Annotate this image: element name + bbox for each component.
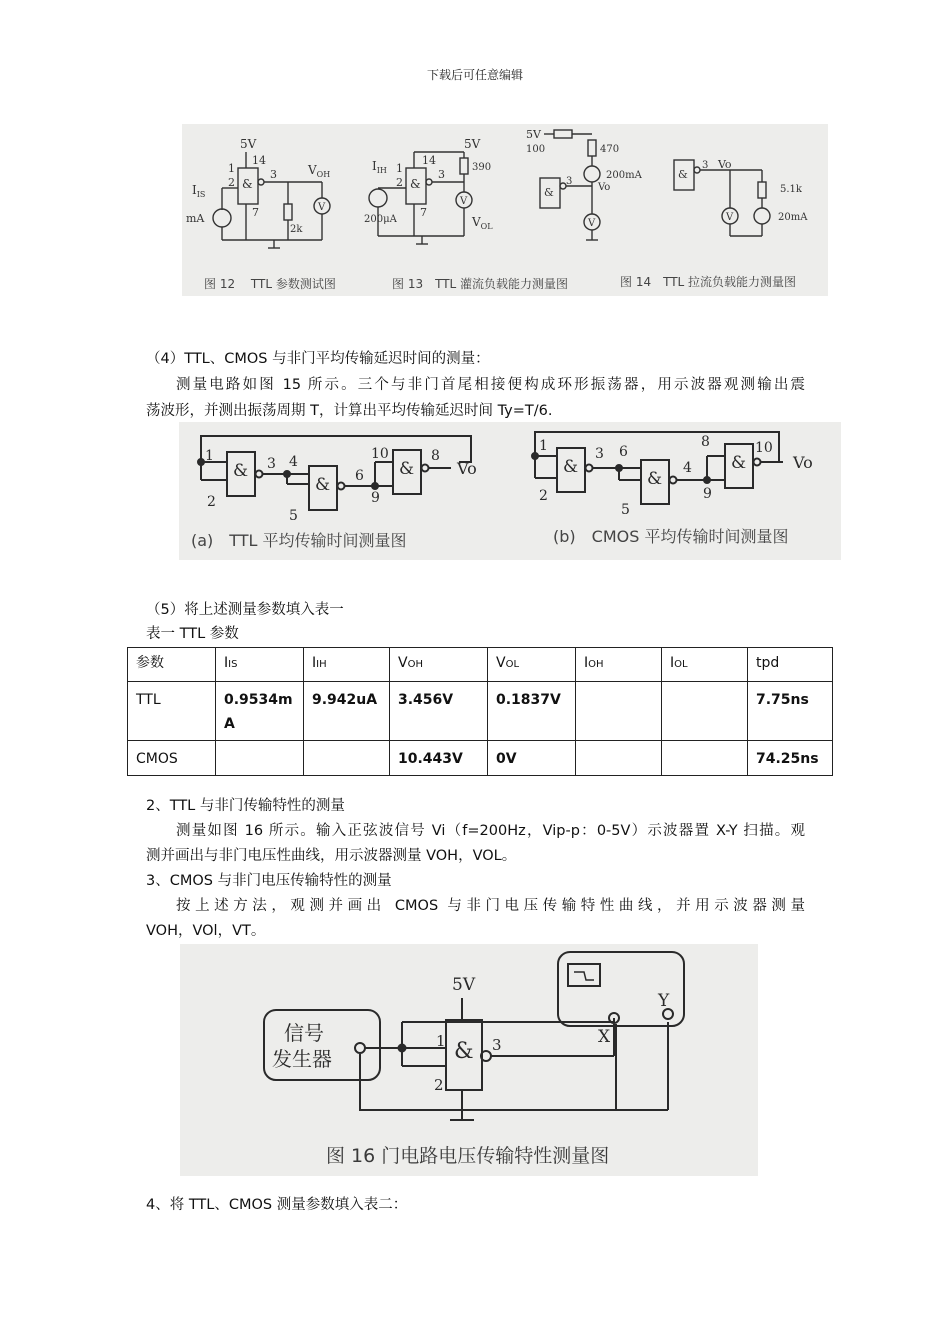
svg-text:4: 4 [289, 454, 298, 470]
fig12-supply: 5V [240, 137, 257, 151]
svg-text:4: 4 [683, 460, 692, 476]
svg-text:&: & [731, 453, 747, 473]
svg-text:3: 3 [270, 168, 277, 181]
svg-text:V: V [588, 218, 596, 229]
svg-text:9: 9 [371, 490, 380, 506]
header-param: 参数 [128, 648, 216, 682]
svg-text:Vo: Vo [457, 459, 477, 478]
svg-text:3: 3 [267, 456, 276, 472]
section5-heading: （5）将上述测量参数填入表一 [146, 602, 344, 618]
header-voh: VOH [390, 648, 488, 682]
table-row-ttl [128, 682, 833, 741]
svg-text:1: 1 [228, 162, 235, 175]
svg-text:3: 3 [595, 446, 604, 462]
svg-text:3: 3 [492, 1036, 502, 1054]
svg-text:V: V [726, 212, 734, 223]
header-iih: IIH [304, 648, 390, 682]
svg-text:&: & [233, 461, 249, 481]
svg-text:&: & [647, 469, 663, 489]
cell-tpd: 74.25ns [748, 741, 833, 776]
table-row-cmos [128, 741, 833, 776]
svg-text:5V: 5V [464, 137, 481, 151]
svg-text:X: X [598, 1027, 611, 1047]
svg-text:9: 9 [703, 486, 712, 502]
cell-label: TTL [128, 682, 216, 741]
table-header-row [128, 648, 833, 682]
svg-text:5.1k: 5.1k [780, 184, 802, 195]
cell-vol: 0.1837V [488, 682, 576, 741]
section3-body-line2: VOH，VOl，VT。 [146, 923, 266, 939]
svg-text:8: 8 [431, 448, 440, 464]
svg-text:14: 14 [252, 154, 266, 167]
svg-text:3: 3 [438, 168, 445, 181]
cell-voh: 3.456V [390, 682, 488, 741]
svg-text:2: 2 [434, 1076, 444, 1094]
header-ioh: IOH [576, 648, 662, 682]
figure-15b-circuit [532, 432, 813, 546]
section4b-heading: 4、将 TTL、CMOS 测量参数填入表二： [146, 1197, 408, 1213]
svg-text:1: 1 [205, 448, 214, 464]
header-iis: IIS [216, 648, 304, 682]
cell-iis: 0.9534mA [216, 682, 304, 741]
fig12-ammeter [213, 209, 231, 227]
section3-body-line1: 按上述方法，观测并画出 CMOS 与非门电压传输特性曲线，并用示波器测量 [176, 898, 805, 914]
fig12-and-symbol: & [242, 177, 253, 191]
section4-body-line1: 测量电路如图 15 所示。三个与非门首尾相接便构成环形振荡器，用示波器观测输出震 [176, 377, 805, 393]
svg-text:Vo: Vo [793, 453, 813, 472]
svg-text:信号: 信号 [284, 1021, 324, 1045]
fig15a-caption: (a) TTL 平均传输时间测量图 [191, 531, 407, 550]
fig13-caption: 图 13 TTL 灌流负载能力测量图 [392, 277, 569, 291]
section3-heading: 3、CMOS 与非门电压传输特性的测量 [146, 873, 392, 889]
fig14-caption: 图 14 TTL 拉流负载能力测量图 [620, 275, 797, 289]
svg-text:&: & [399, 459, 415, 479]
section4-heading: （4）TTL、CMOS 与非门平均传输延迟时间的测量： [146, 351, 490, 367]
figure-12-circuit [186, 137, 336, 291]
svg-text:V: V [318, 202, 326, 213]
svg-text:IIS: $I_{IS}$ [192, 183, 206, 199]
svg-text:3: 3 [702, 160, 709, 171]
page-header: 下载后可任意编辑 [426, 68, 523, 82]
figure-16-photo [180, 944, 758, 1176]
svg-text:&: & [315, 475, 331, 495]
svg-text:5: 5 [621, 502, 630, 518]
svg-text:IIH: $I_{IH}$ [372, 159, 387, 175]
svg-text:8: 8 [701, 434, 710, 450]
fig16-caption: 图 16 门电路电压传输特性测量图 [326, 1145, 610, 1167]
cell-iis [216, 741, 304, 776]
svg-text:200mA: 200mA [606, 170, 642, 181]
svg-text:100: 100 [526, 144, 546, 155]
svg-text:1: 1 [539, 438, 548, 454]
svg-text:7: 7 [420, 206, 427, 219]
svg-text:2: 2 [228, 176, 235, 189]
cell-voh: 10.443V [390, 741, 488, 776]
svg-text:&: & [454, 1039, 474, 1064]
svg-text:2: 2 [396, 176, 403, 189]
cell-ioh [576, 682, 662, 741]
svg-text:发生器: 发生器 [272, 1047, 332, 1071]
cell-iih [304, 741, 390, 776]
cell-label: CMOS [128, 741, 216, 776]
svg-text:470: 470 [600, 144, 620, 155]
svg-text:1: 1 [396, 162, 403, 175]
section2-body-line2: 测并画出与非门电压性曲线，用示波器测量 VOH，VOL。 [146, 848, 517, 864]
svg-text:mA: mA [186, 212, 205, 225]
svg-text:390: 390 [472, 162, 492, 173]
svg-text:VOL: $V_{OL}$ [472, 215, 493, 231]
header-tpd: tpd [748, 648, 833, 682]
svg-text:14: 14 [422, 154, 436, 167]
svg-text:5V: 5V [526, 128, 541, 141]
svg-text:2: 2 [539, 488, 548, 504]
svg-text:Y: Y [658, 991, 670, 1011]
svg-text:10: 10 [755, 440, 773, 456]
header-iol: IOL [662, 648, 748, 682]
svg-text:1: 1 [436, 1032, 446, 1050]
section4-body-line2: 荡波形，并测出振荡周期 T，计算出平均传输延迟时间 Ty=T/6. [146, 403, 553, 419]
svg-text:&: & [544, 186, 554, 199]
table1-title: 表一 TTL 参数 [146, 626, 239, 642]
svg-text:Vo: Vo [598, 182, 611, 193]
fig12-caption: 图 12 TTL 参数测试图 [204, 277, 336, 291]
figure-14-circuit [526, 128, 808, 289]
figure-13-circuit [364, 137, 568, 291]
svg-text:20mA: 20mA [778, 212, 808, 223]
cell-vol: 0V [488, 741, 576, 776]
section2-heading: 2、TTL 与非门传输特性的测量 [146, 798, 345, 814]
svg-text:Vo: Vo [718, 158, 732, 171]
svg-text:5: 5 [289, 508, 298, 524]
svg-text:200μA: 200μA [364, 214, 397, 225]
svg-text:7: 7 [252, 206, 259, 219]
svg-text:10: 10 [371, 446, 389, 462]
fig16-supply: 5V [452, 975, 476, 995]
ttl-parameter-table [127, 647, 833, 776]
svg-text:3: 3 [566, 176, 573, 187]
svg-text:2: 2 [207, 494, 216, 510]
cell-iol [662, 741, 748, 776]
svg-text:6: 6 [355, 468, 364, 484]
svg-text:&: & [563, 457, 579, 477]
figure-15-photo [179, 422, 841, 560]
figure-15a-circuit [191, 436, 477, 550]
svg-text:6: 6 [619, 444, 628, 460]
header-vol: VOL [488, 648, 576, 682]
cell-ioh [576, 741, 662, 776]
cell-iol [662, 682, 748, 741]
section2-body-line1: 测量如图 16 所示。输入正弦波信号 Vi（f=200Hz，Vip-p：0-5V）示波器置 X-Y 扫描。观 [176, 823, 805, 839]
svg-text:&: & [410, 177, 421, 191]
figure-12-14-photo [182, 124, 828, 296]
svg-text:V: V [460, 196, 468, 207]
svg-text:2k: 2k [290, 224, 303, 235]
svg-text:VOH: $V_{OH}$ [308, 163, 331, 179]
cell-iih: 9.942uA [304, 682, 390, 741]
cell-tpd: 7.75ns [748, 682, 833, 741]
svg-text:&: & [678, 168, 688, 181]
fig15b-caption: (b) CMOS 平均传输时间测量图 [553, 527, 789, 546]
